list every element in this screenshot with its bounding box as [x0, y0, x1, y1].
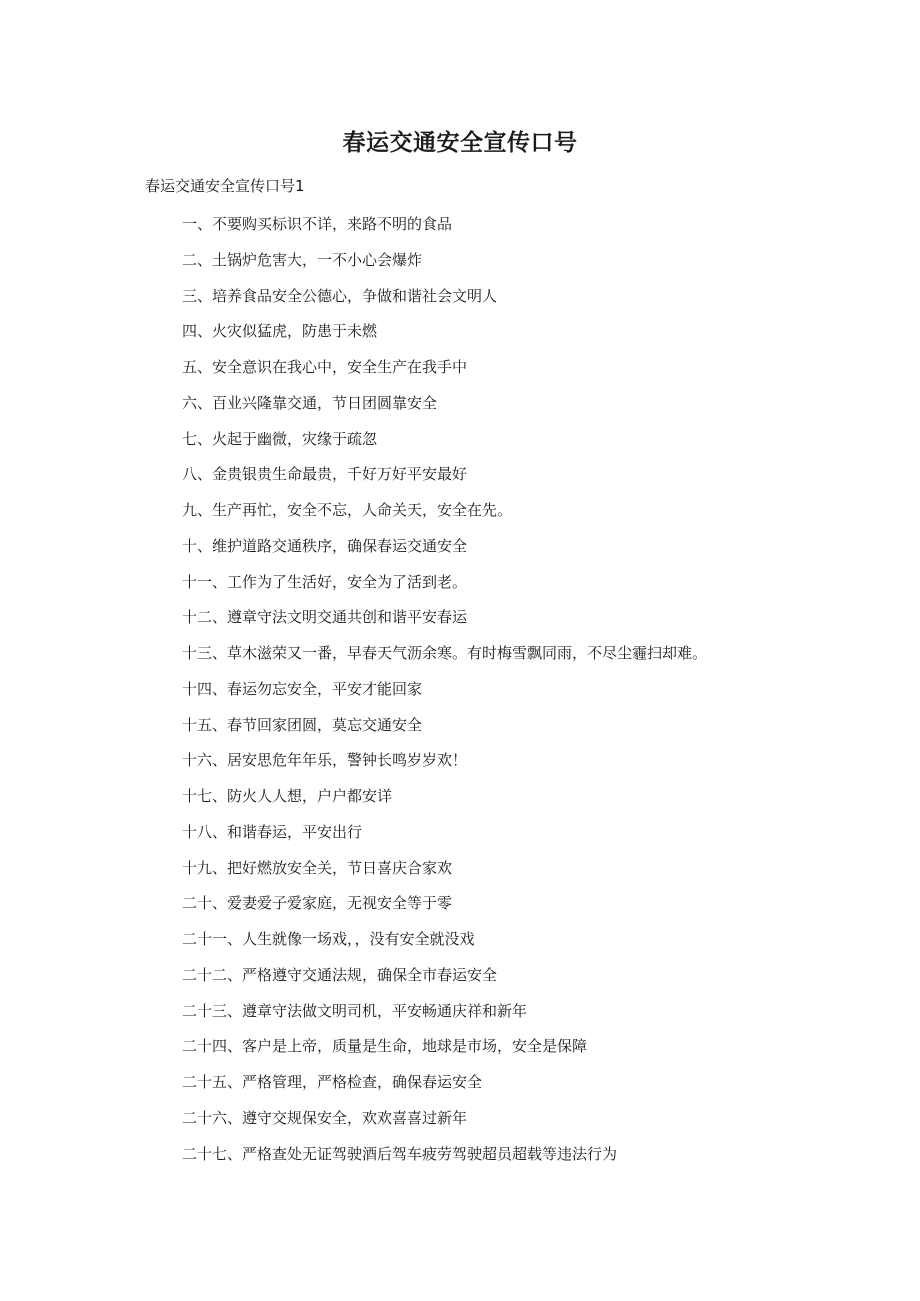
- slogan-item: 五、安全意识在我心中，安全生产在我手中: [182, 358, 468, 376]
- slogan-item: 十四、春运勿忘安全，平安才能回家: [182, 679, 423, 698]
- slogan-item: 二、土锅炉危害大，一不小心会爆炸: [182, 250, 423, 269]
- slogan-item: 六、百业兴隆靠交通，节日团圆靠安全: [182, 393, 438, 412]
- slogan-item: 二十七、严格查处无证驾驶酒后驾车疲劳驾驶超员超载等违法行为: [182, 1144, 618, 1163]
- slogan-item: 十、维护道路交通秩序，确保春运交通安全: [182, 536, 468, 555]
- slogan-item: 十一、工作为了生活好，安全为了活到老。: [182, 572, 468, 591]
- slogan-item: 十八、和谐春运，平安出行: [182, 822, 363, 841]
- slogan-list: [182, 207, 882, 1172]
- slogan-item: 一、不要购买标识不详，来路不明的食品: [182, 215, 453, 233]
- document-title: 春运交通安全宣传口号: [342, 130, 578, 156]
- slogan-item: 十五、春节回家团圆，莫忘交通安全: [182, 715, 423, 734]
- slogan-item: 二十、爱妻爱子爱家庭，无视安全等于零: [182, 894, 453, 913]
- slogan-item: 九、生产再忙，安全不忘，人命关天，安全在先。: [182, 501, 513, 519]
- slogan-item: 十九、把好燃放安全关，节日喜庆合家欢: [182, 858, 453, 877]
- slogan-item: 十七、防火人人想，户户都安详: [182, 787, 393, 805]
- slogan-item: 十二、遵章守法文明交通共创和谐平安春运: [182, 608, 468, 627]
- slogan-item: 二十二、严格遵守交通法规，确保全市春运安全: [182, 965, 498, 984]
- slogan-item: 二十四、客户是上帝，质量是生命，地球是市场，安全是保障: [182, 1037, 588, 1056]
- slogan-item: 十六、居安思危年年乐，警钟长鸣岁岁欢！: [182, 751, 468, 770]
- slogan-item: 二十三、遵章守法做文明司机，平安畅通庆祥和新年: [182, 1001, 528, 1020]
- section-heading: 春运交通安全宣传口号1: [145, 177, 305, 195]
- slogan-item: 三、培养食品安全公德心，争做和谐社会文明人: [182, 286, 498, 305]
- slogan-item: 四、火灾似猛虎，防患于未燃: [182, 322, 378, 341]
- slogan-item: 十三、草木滋荣又一番，早春天气沥余寒。有时梅雪飘同雨，不尽尘霾扫却难。: [182, 644, 708, 662]
- slogan-item: 二十六、遵守交规保安全，欢欢喜喜过新年: [182, 1108, 468, 1127]
- slogan-item: 八、金贵银贵生命最贵，千好万好平安最好: [182, 465, 468, 484]
- slogan-item: 七、火起于幽微，灾缘于疏忽: [182, 429, 378, 448]
- slogan-item: 二十五、严格管理，严格检查，确保春运安全: [182, 1073, 483, 1091]
- slogan-item: 二十一、人生就像一场戏，，没有安全就没戏: [182, 930, 475, 948]
